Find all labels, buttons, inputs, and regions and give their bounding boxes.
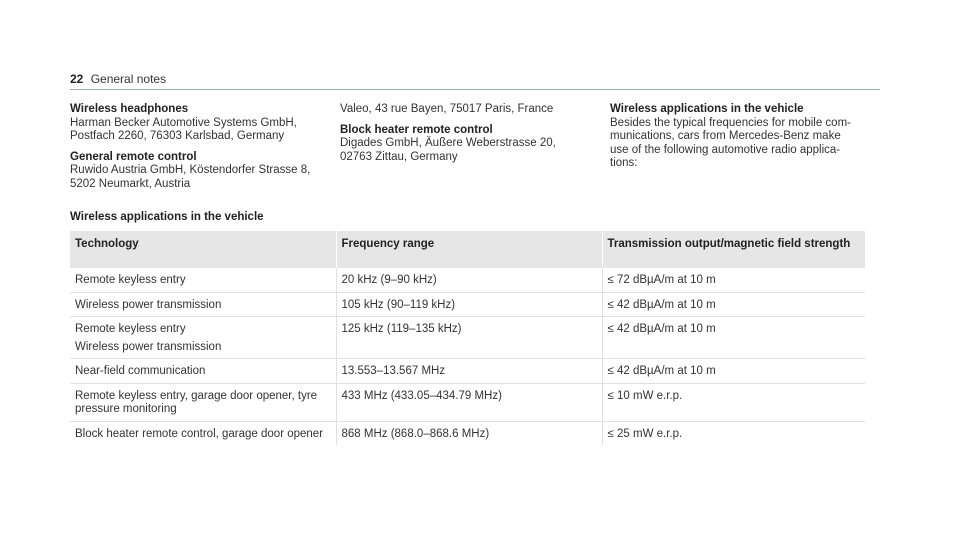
column-2 <box>340 103 590 171</box>
cell-technology: Wireless power transmission <box>70 292 336 317</box>
address-line: Ruwido Austria GmbH, Köstendorfer Strasse 8, <box>70 164 311 176</box>
cell-technology: Near-field communication <box>70 359 336 384</box>
cell-technology: Remote keyless entry, garage door opener, tyre pressure monitoring <box>70 383 336 421</box>
body-line: use of the following automotive radio applica- <box>610 143 841 156</box>
cell-frequency: 105 kHz (90–119 kHz) <box>336 292 602 317</box>
cell-output: ≤ 10 mW e.r.p. <box>602 383 865 421</box>
cell-frequency: 125 kHz (119–135 kHz) <box>336 317 602 359</box>
general-remote-title: General remote control <box>70 150 197 163</box>
page-number: 22 <box>70 72 84 86</box>
wireless-apps-title: Wireless applications in the vehicle <box>610 103 804 115</box>
body-line: Besides the typical frequencies for mobile com- <box>610 116 851 129</box>
address-line: Digades GmbH, Äußere Weberstrasse 20, <box>340 137 556 149</box>
body-line: tions: <box>610 157 638 169</box>
wireless-headphones-title: Wireless headphones <box>70 103 189 115</box>
cell-frequency: 868 MHz (868.0–868.6 MHz) <box>336 421 602 445</box>
cell-output: ≤ 25 mW e.r.p. <box>602 421 865 445</box>
address-line: 5202 Neumarkt, Austria <box>70 177 191 190</box>
address-line: Postfach 2260, 76303 Karlsbad, Germany <box>70 130 285 142</box>
column-1 <box>70 103 320 198</box>
header-output: Transmission output/magnetic field strength <box>602 231 865 268</box>
cell-technology: Block heater remote control, garage door opener <box>75 427 324 440</box>
table-row <box>70 383 865 421</box>
address-line: Harman Becker Automotive Systems GmbH, <box>70 116 297 129</box>
cell-frequency: 20 kHz (9–90 kHz) <box>336 268 602 292</box>
general-remote-block <box>70 151 320 192</box>
cell-output: ≤ 42 dBµA/m at 10 m <box>602 317 865 359</box>
header-technology: Technology <box>70 231 336 268</box>
header-frequency: Frequency range <box>336 231 602 268</box>
section-title: General notes <box>90 72 167 86</box>
technology-line: Remote keyless entry <box>75 323 186 335</box>
cell-frequency: 433 MHz (433.05–434.79 MHz) <box>336 383 602 421</box>
cell-output: ≤ 42 dBµA/m at 10 m <box>602 359 865 384</box>
table-row <box>70 359 865 384</box>
wireless-headphones-block <box>70 103 320 144</box>
table-row <box>70 292 865 317</box>
cell-technology: Remote keyless entry <box>70 268 336 292</box>
cell-output: ≤ 42 dBµA/m at 10 m <box>602 292 865 317</box>
page-header <box>70 73 166 87</box>
header-divider <box>70 89 880 90</box>
cell-output: ≤ 72 dBµA/m at 10 m <box>602 268 865 292</box>
cell-frequency: 13.553–13.567 MHz <box>336 359 602 384</box>
body-line: munications, cars from Mercedes-Benz make <box>610 130 841 142</box>
address-line: 02763 Zittau, Germany <box>340 150 458 163</box>
technology-line: Wireless power transmission <box>75 340 222 353</box>
table-row <box>70 268 865 292</box>
wireless-applications-table <box>70 231 865 445</box>
table-heading: Wireless applications in the vehicle <box>70 211 264 223</box>
valeo-address: Valeo, 43 rue Bayen, 75017 Paris, France <box>340 103 554 115</box>
table-row <box>70 317 865 359</box>
cell-technology <box>70 317 336 359</box>
block-heater-block <box>340 124 590 165</box>
table-row <box>70 421 865 445</box>
block-heater-title: Block heater remote control <box>340 123 493 136</box>
table-header-row <box>70 231 865 268</box>
column-3 <box>610 103 870 171</box>
